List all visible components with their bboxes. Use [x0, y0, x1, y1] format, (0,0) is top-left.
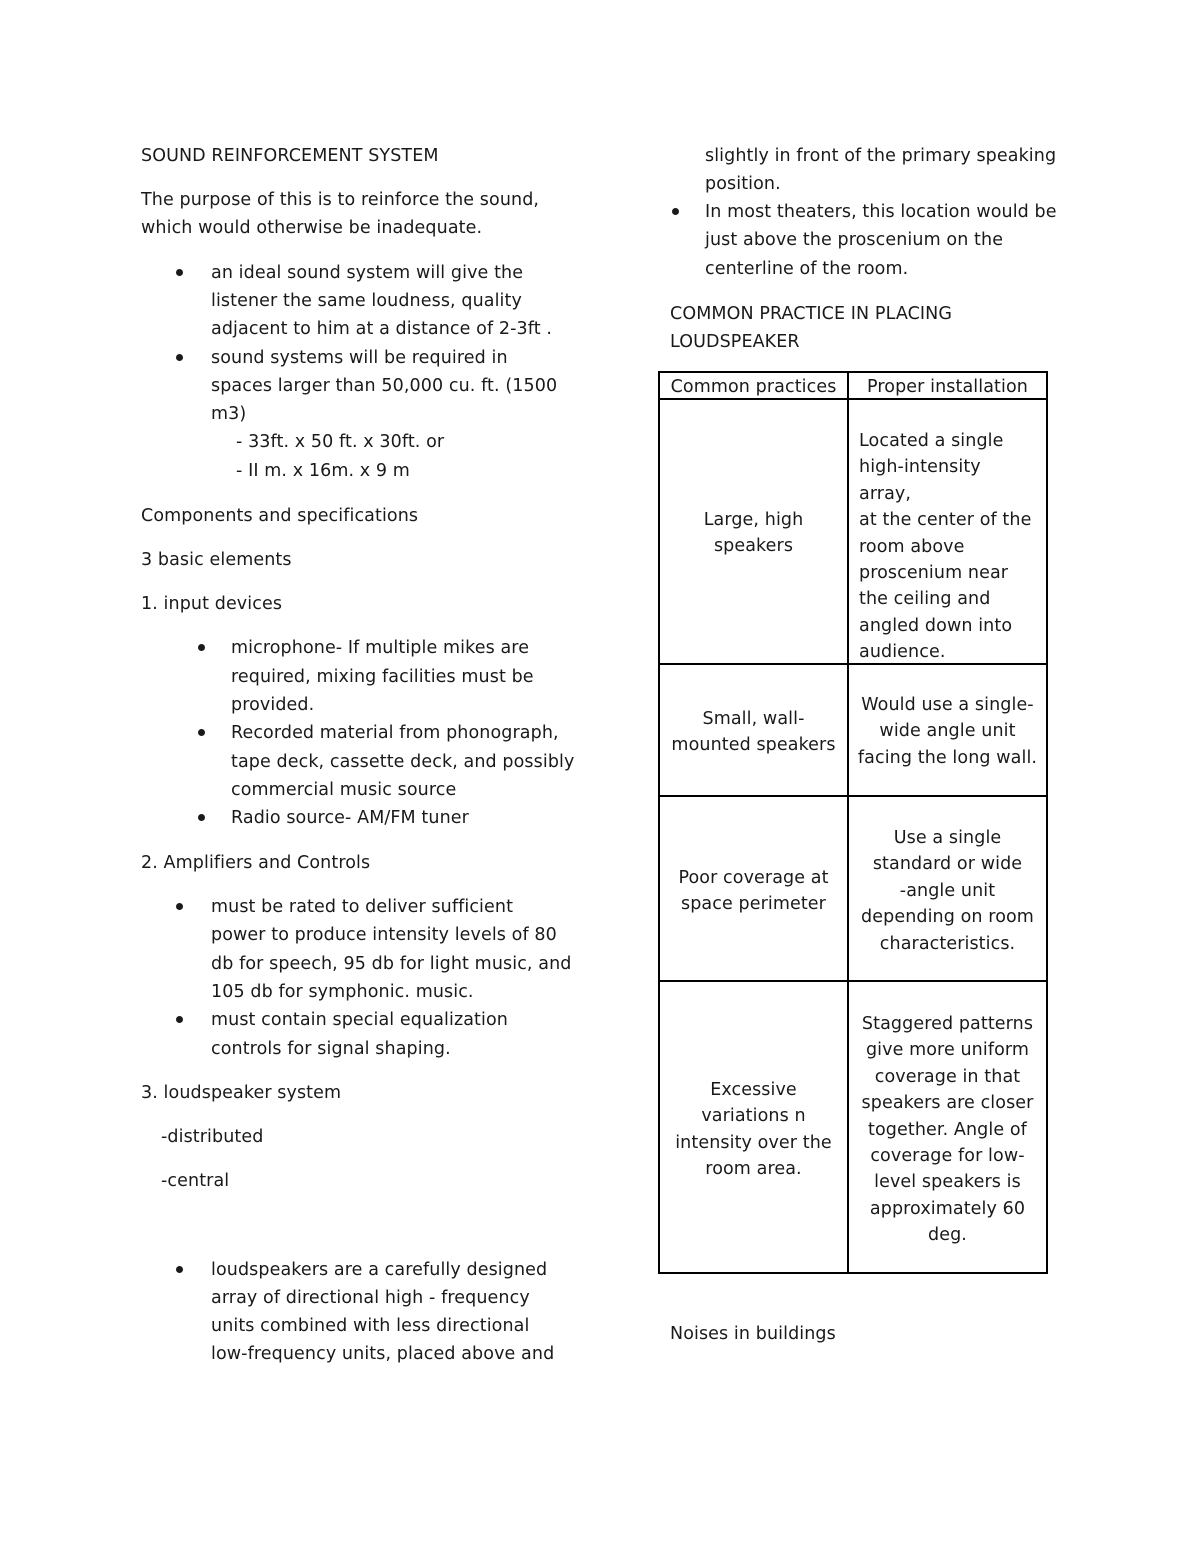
section-heading: Noises in buildings	[670, 1324, 836, 1344]
list-item: provided.	[231, 695, 315, 715]
table-cell-practice: Small, wall- mounted speakers	[671, 709, 836, 756]
list-item: Radio source- AM/FM tuner	[231, 808, 469, 828]
table-cell-practice: Excessive variations n intensity over the room area.	[675, 1080, 832, 1180]
list-item: sound systems will be required in	[211, 348, 508, 368]
list-item: array of directional high - frequency	[211, 1288, 530, 1308]
list-item: units combined with less directional	[211, 1316, 530, 1336]
practices-table	[658, 371, 1048, 1274]
section-heading: COMMON PRACTICE IN PLACING	[670, 304, 953, 324]
list-item: adjacent to him at a distance of 2-3ft .	[211, 319, 553, 339]
dimension-text: - 33ft. x 50 ft. x 30ft. or	[236, 432, 445, 452]
bullet-icon	[176, 354, 183, 361]
list-item: must be rated to deliver sufficient	[211, 897, 514, 917]
list-item: just above the proscenium on the	[705, 230, 1004, 250]
list-item: spaces larger than 50,000 cu. ft. (1500	[211, 376, 558, 396]
section-heading: 3. loudspeaker system	[141, 1083, 342, 1103]
bullet-icon	[176, 1266, 183, 1273]
list-item: low-frequency units, placed above and	[211, 1344, 555, 1364]
list-item: Recorded material from phonograph,	[231, 723, 559, 743]
list-item: -distributed	[161, 1127, 264, 1147]
list-item: m3)	[211, 404, 247, 424]
table-header-installation: Proper installation	[867, 377, 1028, 397]
list-item: In most theaters, this location would be	[705, 202, 1057, 222]
table-cell-installation: Located a single high-intensity array, at the center of the room above proscenium near the ceiling and angled down into audience.	[859, 431, 1032, 663]
purpose-text: which would otherwise be inadequate.	[141, 218, 483, 238]
table-cell-practice: Large, high speakers	[703, 510, 804, 557]
section-heading: LOUDSPEAKER	[670, 332, 800, 352]
list-item: commercial music source	[231, 780, 457, 800]
bullet-icon	[198, 814, 205, 821]
bullet-icon	[176, 1016, 183, 1023]
table-cell-practice: Poor coverage at space perimeter	[678, 868, 829, 915]
table-header-practices: Common practices	[670, 377, 837, 397]
section-heading: 2. Amplifiers and Controls	[141, 853, 371, 873]
list-item: microphone- If multiple mikes are	[231, 638, 530, 658]
list-item: required, mixing facilities must be	[231, 667, 534, 687]
table-cell-installation: Would use a single- wide angle unit facing the long wall.	[857, 695, 1038, 768]
list-item: loudspeakers are a carefully designed	[211, 1260, 548, 1280]
list-item: an ideal sound system will give the	[211, 263, 524, 283]
purpose-text: The purpose of this is to reinforce the sound,	[141, 190, 540, 210]
bullet-icon	[198, 729, 205, 736]
list-item: must contain special equalization	[211, 1010, 508, 1030]
list-item: 105 db for symphonic. music.	[211, 982, 474, 1002]
section-heading: 1. input devices	[141, 594, 283, 614]
list-item: listener the same loudness, quality	[211, 291, 522, 311]
list-item: controls for signal shaping.	[211, 1039, 451, 1059]
bullet-icon	[176, 903, 183, 910]
table-cell-installation: Use a single standard or wide -angle unit depending on room characteristics.	[861, 828, 1034, 954]
bullet-icon	[672, 208, 679, 215]
page-title: SOUND REINFORCEMENT SYSTEM	[141, 146, 439, 166]
list-item: power to produce intensity levels of 80	[211, 925, 557, 945]
dimension-text: - II m. x 16m. x 9 m	[236, 461, 410, 481]
bullet-icon	[176, 269, 183, 276]
list-item: tape deck, cassette deck, and possibly	[231, 752, 575, 772]
list-item: centerline of the room.	[705, 259, 909, 279]
section-heading: 3 basic elements	[141, 550, 292, 570]
continued-text: slightly in front of the primary speaking	[705, 146, 1057, 166]
table-cell-installation: Staggered patterns give more uniform coverage in that speakers are closer together. Angle of coverage for low- level speakers is approximately 60 deg.	[861, 1014, 1034, 1246]
list-item: -central	[161, 1171, 230, 1191]
continued-text: position.	[705, 174, 781, 194]
bullet-icon	[198, 644, 205, 651]
list-item: db for speech, 95 db for light music, and	[211, 954, 572, 974]
section-heading: Components and specifications	[141, 506, 419, 526]
